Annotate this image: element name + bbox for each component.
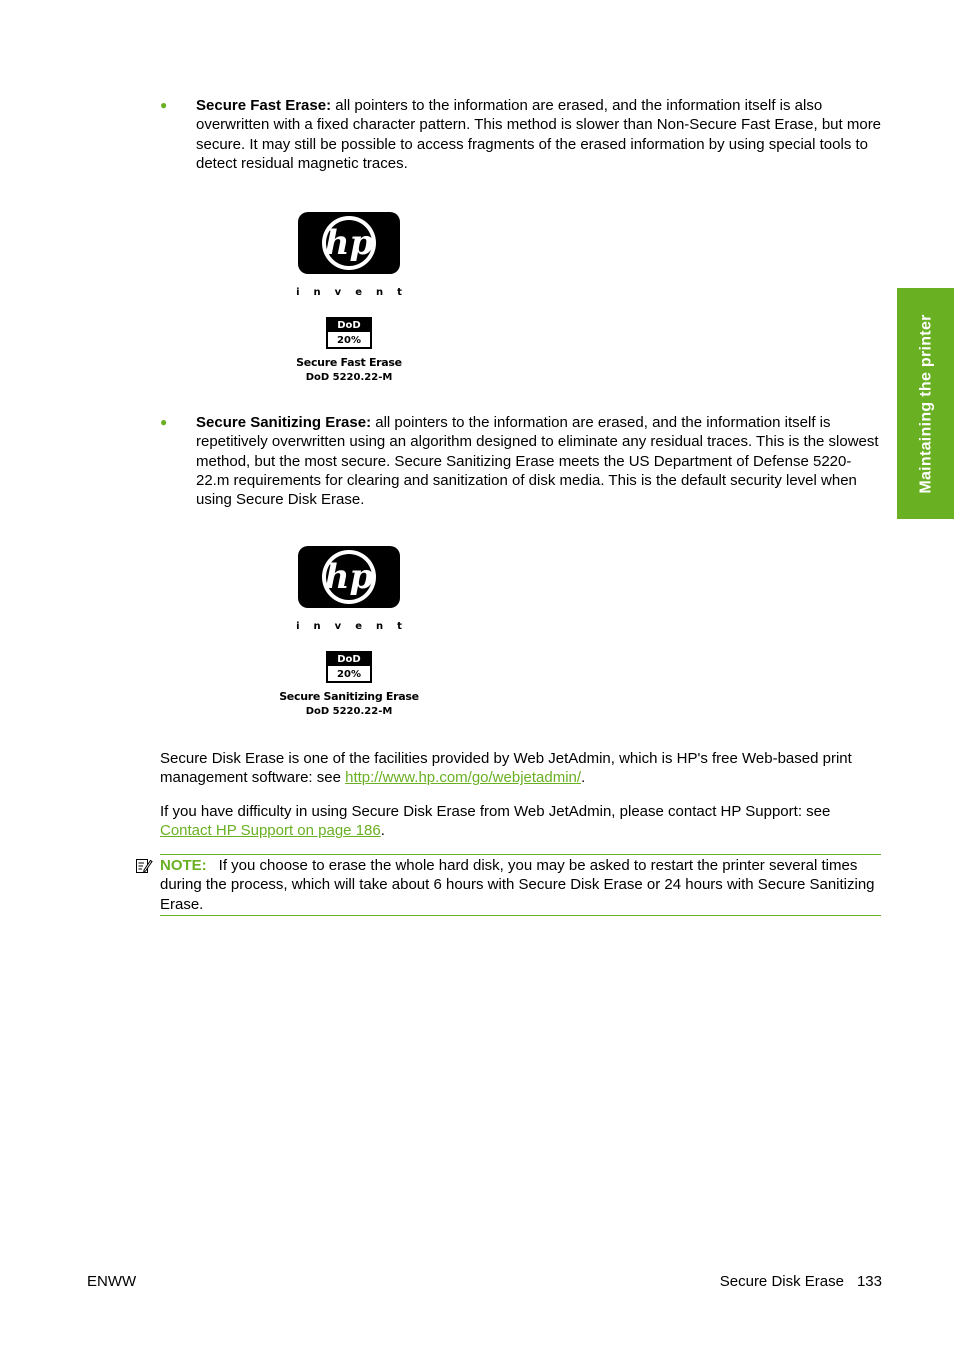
note-text: If you choose to erase the whole hard disk, you may be asked to restart the printer several times during the process, which will take about 6 hours with Secure Disk Erase or 24 hours with Secure Sanitizing Erase.	[160, 857, 875, 913]
logo-standard: DoD 5220.22-M	[305, 372, 393, 384]
dod-badge-percent: 20%	[328, 332, 370, 347]
footer-page-number: 133	[856, 1273, 882, 1290]
paragraph-punctuation: .	[581, 769, 586, 787]
dod-badge-percent: 20%	[328, 666, 370, 681]
bullet-term: Secure Fast Erase:	[196, 97, 332, 114]
bullet-text	[196, 413, 882, 509]
note-box	[160, 854, 881, 916]
bullet-item-secure-fast-erase	[160, 96, 882, 173]
hp-logo-icon	[298, 212, 400, 274]
dod-badge-top: DoD	[328, 653, 370, 666]
footer-left: ENWW	[87, 1273, 137, 1290]
footer-section-title: Secure Disk Erase	[719, 1273, 844, 1290]
contact-support-link[interactable]: Contact HP Support on page 186	[160, 822, 381, 840]
dod-badge	[326, 317, 372, 349]
bullet-term: Secure Sanitizing Erase:	[196, 414, 372, 431]
chapter-side-tab	[897, 288, 954, 519]
hp-logo-text: hp	[324, 557, 374, 597]
secure-sanitizing-erase-logo	[259, 546, 439, 719]
paragraph-web-jetadmin	[160, 749, 882, 788]
bullet-text	[196, 96, 882, 173]
bullet-icon: ●	[160, 415, 168, 429]
logo-standard: DoD 5220.22-M	[305, 706, 393, 718]
hp-logo-icon	[298, 546, 400, 608]
paragraph-text: Secure Disk Erase is one of the facilities provided by Web JetAdmin, which is HP's free Web-based print management software: see	[160, 750, 852, 787]
bullet-item-secure-sanitizing-erase	[160, 413, 882, 509]
logo-caption: Secure Sanitizing Erase	[279, 690, 419, 704]
note-label: NOTE:	[160, 857, 207, 874]
logo-caption: Secure Fast Erase	[296, 356, 402, 370]
dod-badge	[326, 651, 372, 683]
hp-invent-text: invent	[296, 287, 416, 299]
secure-fast-erase-logo	[259, 212, 439, 385]
dod-badge-top: DoD	[328, 319, 370, 332]
chapter-side-tab-label: Maintaining the printer	[916, 313, 934, 494]
bullet-description: all pointers to the information are erased, and the information itself is also overwritten with a fixed character pattern. This method is slower than Non-Secure Fast Erase, but more secure. It may still be possible to access fragments of the erased information by using special tools to detect residual magnetic traces.	[196, 97, 882, 172]
paragraph-punctuation: .	[380, 822, 385, 840]
bullet-description: all pointers to the information are erased, and the information itself is repetitively overwritten using an algorithm designed to eliminate any residual traces. This is the slowest method, but the most secure. Secure Sanitizing Erase meets the US Department of Defense 5220-22.m requirements for clearing and sanitization of disk media. This is the default security level when using Secure Disk Erase.	[196, 414, 879, 509]
bullet-icon: ●	[160, 98, 168, 112]
footer-right	[720, 1272, 882, 1291]
paragraph-text: If you have difficulty in using Secure Disk Erase from Web JetAdmin, please contact HP Support: see	[160, 803, 831, 820]
note-pencil-icon	[135, 857, 153, 875]
paragraph-support	[160, 802, 882, 841]
webjetadmin-link[interactable]: http://www.hp.com/go/webjetadmin/	[345, 769, 582, 787]
hp-invent-text: invent	[296, 621, 416, 633]
hp-logo-text: hp	[324, 223, 374, 263]
